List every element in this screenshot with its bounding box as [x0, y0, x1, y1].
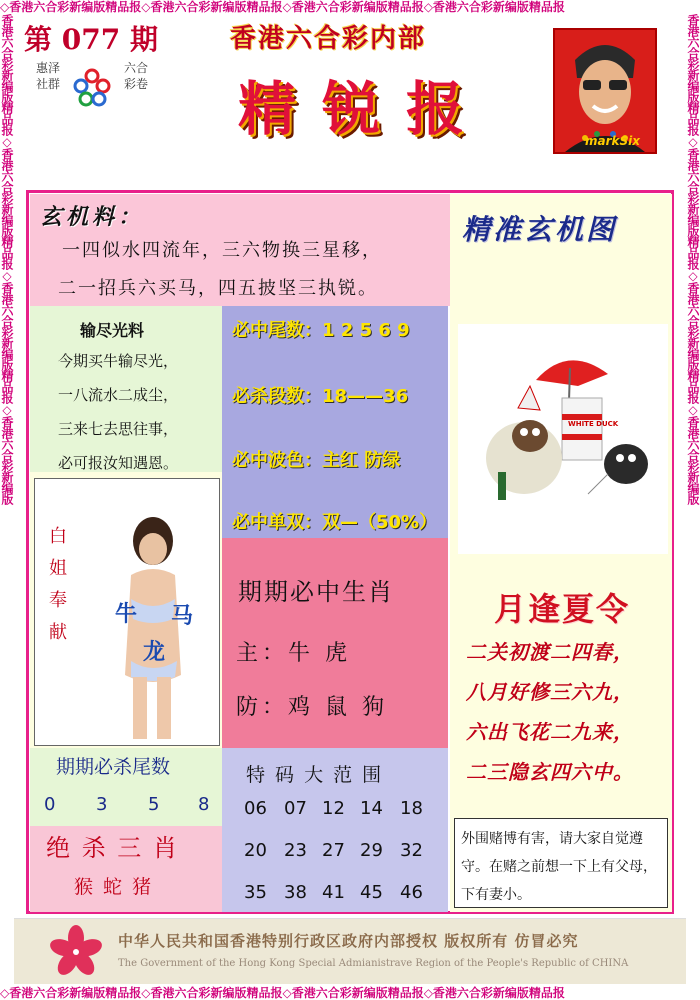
issue-number: 第 077 期 — [24, 23, 158, 56]
banner-text: WHITE DUCK — [568, 420, 619, 428]
range-number: 12 — [322, 798, 345, 819]
poem-line-4: 二三隐玄四六中。 — [466, 760, 634, 784]
mystery-line-2: 二一招兵六买马，四五披坚三执锐。 — [58, 278, 378, 299]
gallery-photo — [34, 478, 220, 746]
zodiac-main: 主：牛 虎 — [236, 641, 351, 666]
kill-tail-value-3: 5 — [148, 794, 160, 815]
kill-tail-value-1: 0 — [44, 794, 56, 815]
gallery-char-3: 龙 — [143, 639, 166, 665]
range-number: 07 — [284, 798, 307, 819]
footer — [14, 918, 686, 984]
logo-left-text: 惠泽社群 — [36, 61, 61, 91]
bauhinia-emblem-icon — [46, 924, 106, 980]
lottery-balls-icon — [72, 68, 112, 108]
pick-tail: 必中尾数：1 2 5 6 9 — [232, 320, 410, 341]
poem-line-3: 六出飞花二九来， — [466, 720, 634, 744]
kill-three-values: 猴 蛇 猪 — [74, 876, 154, 898]
range-number: 46 — [400, 882, 423, 903]
poem-line-2: 八月好修三六九， — [466, 680, 634, 704]
notice-box: 外围赌博有害，请大家自觉遵守。在赌之前想一下上有父母，下有妻小。 — [454, 818, 668, 908]
poem-line-1: 二关初渡二四春， — [466, 640, 634, 664]
gallery-char-2: 马 — [171, 603, 194, 629]
pick-kill-range: 必杀段数：18——36 — [232, 386, 409, 407]
range-number: 27 — [322, 840, 345, 861]
range-number: 18 — [400, 798, 423, 819]
range-number: 32 — [400, 840, 423, 861]
range-number: 14 — [360, 798, 383, 819]
logo — [36, 60, 156, 124]
header-title: 精锐报 — [238, 75, 491, 143]
gallery-caption: 白姐奉献 — [49, 526, 67, 643]
kill-three-title: 绝 杀 三 肖 — [46, 834, 179, 862]
range-number: 29 — [360, 840, 383, 861]
zodiac-guard: 防：鸡 鼠 狗 — [236, 695, 388, 720]
pick-wave: 必中波色：主红 防绿 — [232, 450, 401, 471]
mystery-label: 玄机料： — [40, 204, 145, 230]
zodiac-title: 期期必中生肖 — [238, 578, 394, 606]
footer-cn: 中华人民共和国香港特别行政区政府内部授权 版权所有 仿冒必究 — [118, 932, 579, 950]
sheep-cartoon-icon — [458, 324, 668, 554]
range-title: 特 码 大 范 围 — [246, 764, 384, 786]
lose-all-line-4: 必可报汝知遇恩。 — [58, 454, 179, 472]
lose-all-title: 输尽光料 — [80, 321, 145, 340]
right-title: 精准玄机图 — [462, 213, 618, 246]
kill-tail-value-4: 8 — [198, 794, 210, 815]
border-right-text: 香港六合彩新编版精品报◇香港六合彩新编版精品报◇香港六合彩新编版精品报◇香港六合彩新编版 — [686, 14, 700, 504]
poem-title: 月逢夏令 — [494, 590, 631, 628]
kill-tail-value-2: 3 — [96, 794, 108, 815]
lose-all-line-3: 三来七去思往事， — [58, 420, 179, 438]
range-number: 35 — [244, 882, 267, 903]
range-number: 45 — [360, 882, 383, 903]
logo-right-text: 六合彩卷 — [124, 61, 149, 91]
footer-en: The Government of the Hong Kong Special Admianistrave Region of the People's Republic of CHINA — [118, 958, 629, 969]
gallery-char-1: 牛 — [115, 601, 138, 627]
range-number: 38 — [284, 882, 307, 903]
border-left-text: 香港六合彩新编版精品报◇香港六合彩新编版精品报◇香港六合彩新编版精品报◇香港六合彩新编版 — [0, 14, 14, 504]
portrait-badge: markSix — [585, 134, 640, 148]
range-number: 06 — [244, 798, 267, 819]
range-number: 23 — [284, 840, 307, 861]
range-number: 20 — [244, 840, 267, 861]
lose-all-line-2: 一八流水二成尘， — [58, 386, 179, 404]
border-bottom-text: ◇香港六合彩新编版精品报◇香港六合彩新编版精品报◇香港六合彩新编版精品报◇香港六合彩新编版精品报 — [0, 986, 565, 1000]
range-number: 41 — [322, 882, 345, 903]
kill-tail-title: 期期必杀尾数 — [56, 756, 171, 778]
pick-odd-even: 必中单双：双—（50%） — [232, 512, 438, 533]
header-subtitle: 香港六合彩内部 — [230, 24, 427, 54]
border-top-text: ◇香港六合彩新编版精品报◇香港六合彩新编版精品报◇香港六合彩新编版精品报◇香港六合彩新编版精品报 — [0, 0, 565, 14]
lose-all-line-1: 今期买牛输尽光， — [58, 352, 179, 370]
mystery-line-1: 一四似水四流年，三六物换三星移， — [62, 240, 382, 261]
portrait-image — [553, 28, 657, 154]
mystery-picture — [458, 324, 668, 554]
